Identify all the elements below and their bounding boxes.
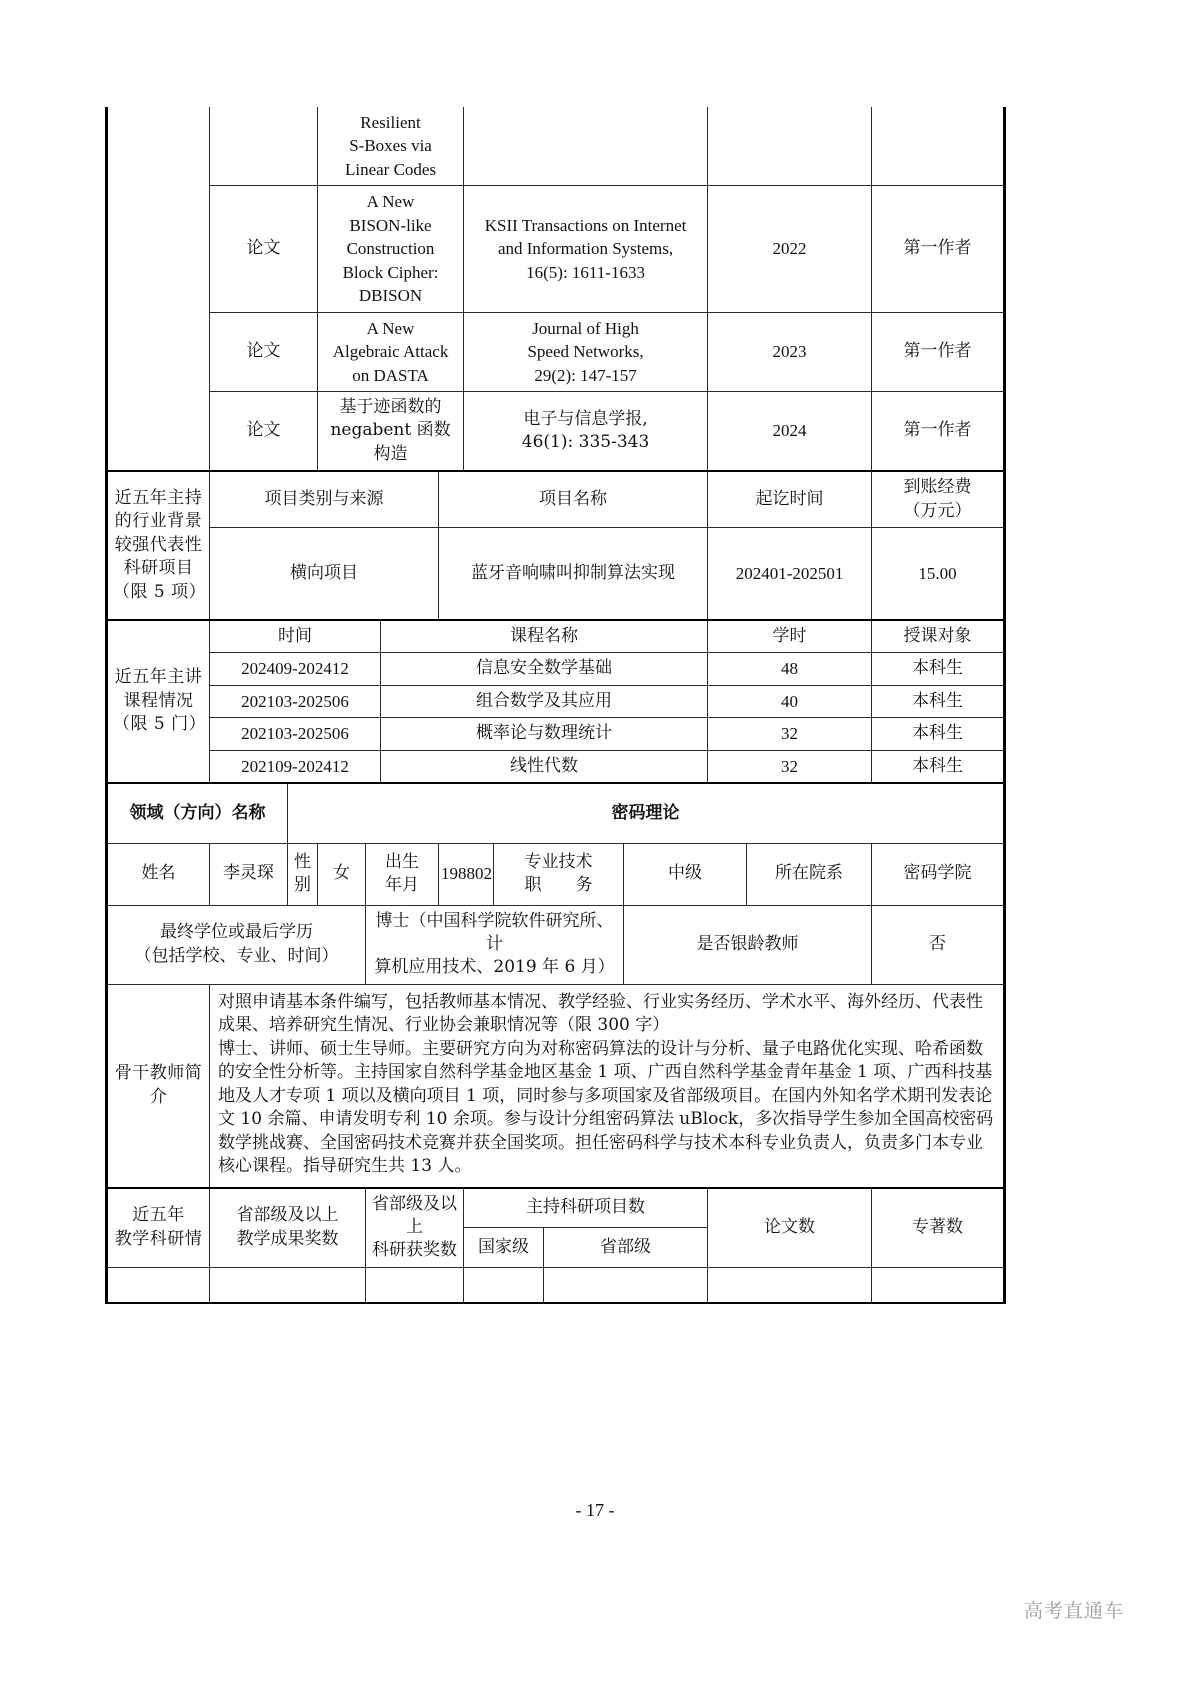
- achievement-year-1: [708, 107, 872, 186]
- stats-provincial-value: [544, 1267, 708, 1303]
- person-dept-label: 所在院系: [747, 843, 872, 905]
- courses-header-row: [107, 620, 1005, 653]
- achievement-row: [107, 391, 1005, 471]
- stats-provincial-header: 省部级: [544, 1228, 708, 1268]
- person-gender-label: 性 别: [288, 843, 318, 905]
- stats-monographs-header: 专著数: [872, 1188, 1005, 1268]
- achievement-source-4: 电子与信息学报, 46(1): 335-343: [464, 391, 708, 471]
- achievement-source-1: [464, 107, 708, 186]
- stats-values-row: [107, 1267, 1005, 1303]
- achievement-title-3: A New Algebraic Attack on DASTA: [318, 312, 464, 391]
- achievement-title-2: A New BISON-like Construction Block Cipher: DBISON: [318, 186, 464, 312]
- achievement-year-2: 2022: [708, 186, 872, 312]
- course-time: 202109-202412: [210, 750, 381, 783]
- field-row: [107, 783, 1005, 843]
- achievement-year-3: 2023: [708, 312, 872, 391]
- degree-value: 博士（中国科学院软件研究所、计 算机应用技术、2019 年 6 月）: [366, 905, 624, 984]
- achievement-source-3: Journal of High Speed Networks, 29(2): 147-157: [464, 312, 708, 391]
- course-time: 202103-202506: [210, 685, 381, 717]
- achievement-year-4: 2024: [708, 391, 872, 471]
- stats-research-awards-header: 省部级及以上 科研获奖数: [366, 1188, 464, 1268]
- project-category: 横向项目: [210, 528, 439, 620]
- projects-header-category: 项目类别与来源: [210, 471, 439, 527]
- bio-section-label: 骨干教师简 介: [107, 984, 210, 1187]
- person-gender-value: 女: [318, 843, 366, 905]
- course-hours: 48: [708, 653, 872, 685]
- achievement-type-3: 论文: [210, 312, 318, 391]
- stats-papers-header: 论文数: [708, 1188, 872, 1268]
- achievement-title-1: Resilient S-Boxes via Linear Codes: [318, 107, 464, 186]
- stats-teaching-awards-value: [210, 1267, 366, 1303]
- degree-label: 最终学位或最后学历 （包括学校、专业、时间）: [107, 905, 366, 984]
- bio-instruction: 对照申请基本条件编写，包括教师基本情况、教学经验、行业实务经历、学术水平、海外经历、代表性成果、培养研究生情况、行业协会兼职情况等（限 300 字）: [218, 991, 983, 1036]
- person-title-label: 专业技术 职 务: [494, 843, 624, 905]
- person-birth-value: 198802: [439, 843, 494, 905]
- courses-header-audience: 授课对象: [872, 620, 1005, 653]
- projects-header-period: 起讫时间: [708, 471, 872, 527]
- bio-text: 博士、讲师、硕士生导师。主要研究方向为对称密码算法的设计与分析、量子电路优化实现、哈希函数的安全性分析等。主持国家自然科学基金地区基金 1 项、广西自然科学基金青年基金 1 项、广西科技基地及人才专项 1 项以及横向项目 1 项，同时参与多项国家及省部级项目。在国内外知名学术期刊发表论文 10 余篇、申请发明专利 10 余项。参与设计分组密码算法 uBlock，多次指导学生参加全国高校密码数学挑战赛、全国密码技术竞赛并获全国奖项。担任密码科学与技术本科专业负责人，负责多门本专业核心课程。指导研究生共 13 人。: [218, 1038, 994, 1177]
- watermark: 高考直通车: [1023, 1600, 1124, 1622]
- achievement-role-3: 第一作者: [872, 312, 1005, 391]
- projects-header-funding: 到账经费 （万元）: [872, 471, 1005, 527]
- projects-section-label: 近五年主持 的行业背景 较强代表性 科研项目 （限 5 项）: [107, 471, 210, 619]
- person-name-label: 姓名: [107, 843, 210, 905]
- course-time: 202409-202412: [210, 653, 381, 685]
- course-name: 概率论与数理统计: [381, 718, 708, 750]
- stats-hosted-projects-header: 主持科研项目数: [464, 1188, 708, 1228]
- stats-label-continuation: [107, 1267, 210, 1303]
- senior-teacher-value: 否: [872, 905, 1005, 984]
- courses-header-time: 时间: [210, 620, 381, 653]
- course-row: [107, 685, 1005, 717]
- project-period: 202401-202501: [708, 528, 872, 620]
- project-funding: 15.00: [872, 528, 1005, 620]
- achievement-role-1: [872, 107, 1005, 186]
- projects-header-row: [107, 471, 1005, 527]
- bio-content-cell: [210, 984, 1005, 1187]
- projects-data-row: [107, 528, 1005, 620]
- achievement-type-2: 论文: [210, 186, 318, 312]
- person-birth-label: 出生 年月: [366, 843, 439, 905]
- degree-row: [107, 905, 1005, 984]
- achievement-title-4: 基于迹函数的 negabent 函数 构造: [318, 391, 464, 471]
- course-row: [107, 718, 1005, 750]
- courses-header-name: 课程名称: [381, 620, 708, 653]
- stats-research-awards-value: [366, 1267, 464, 1303]
- course-audience: 本科生: [872, 718, 1005, 750]
- stats-papers-value: [708, 1267, 872, 1303]
- achievement-role-4: 第一作者: [872, 391, 1005, 471]
- person-title-value: 中级: [624, 843, 747, 905]
- stats-national-value: [464, 1267, 544, 1303]
- bio-row: [107, 984, 1005, 1187]
- course-audience: 本科生: [872, 653, 1005, 685]
- project-name: 蓝牙音响啸叫抑制算法实现: [439, 528, 708, 620]
- page-number: - 17 -: [575, 1500, 615, 1520]
- teacher-profile-table: [105, 107, 1006, 1304]
- projects-header-name: 项目名称: [439, 471, 708, 527]
- stats-header-row-1: [107, 1188, 1005, 1228]
- course-name: 组合数学及其应用: [381, 685, 708, 717]
- course-hours: 32: [708, 718, 872, 750]
- course-name: 线性代数: [381, 750, 708, 783]
- stats-section-label: 近五年 教学科研情: [107, 1188, 210, 1268]
- course-name: 信息安全数学基础: [381, 653, 708, 685]
- course-time: 202103-202506: [210, 718, 381, 750]
- stats-teaching-awards-header: 省部级及以上 教学成果奖数: [210, 1188, 366, 1268]
- course-audience: 本科生: [872, 685, 1005, 717]
- stats-monographs-value: [872, 1267, 1005, 1303]
- stats-national-header: 国家级: [464, 1228, 544, 1268]
- course-hours: 40: [708, 685, 872, 717]
- form-table-wrapper: [105, 107, 1003, 1304]
- course-hours: 32: [708, 750, 872, 783]
- person-info-row: [107, 843, 1005, 905]
- field-value: 密码理论: [288, 783, 1005, 843]
- achievement-type-blank: [210, 107, 318, 186]
- course-audience: 本科生: [872, 750, 1005, 783]
- person-dept-value: 密码学院: [872, 843, 1005, 905]
- senior-teacher-label: 是否银龄教师: [624, 905, 872, 984]
- achievement-left-spacer: [107, 107, 210, 471]
- person-name-value: 李灵琛: [210, 843, 288, 905]
- achievement-source-2: KSII Transactions on Internet and Information Systems, 16(5): 1611-1633: [464, 186, 708, 312]
- achievement-type-4: 论文: [210, 391, 318, 471]
- achievement-role-2: 第一作者: [872, 186, 1005, 312]
- achievement-row-continuation: [107, 107, 1005, 186]
- courses-section-label: 近五年主讲 课程情况 （限 5 门）: [107, 620, 210, 783]
- achievement-row: [107, 312, 1005, 391]
- course-row: [107, 653, 1005, 685]
- achievement-row: [107, 186, 1005, 312]
- course-row: [107, 750, 1005, 783]
- courses-header-hours: 学时: [708, 620, 872, 653]
- field-label: 领域（方向）名称: [107, 783, 288, 843]
